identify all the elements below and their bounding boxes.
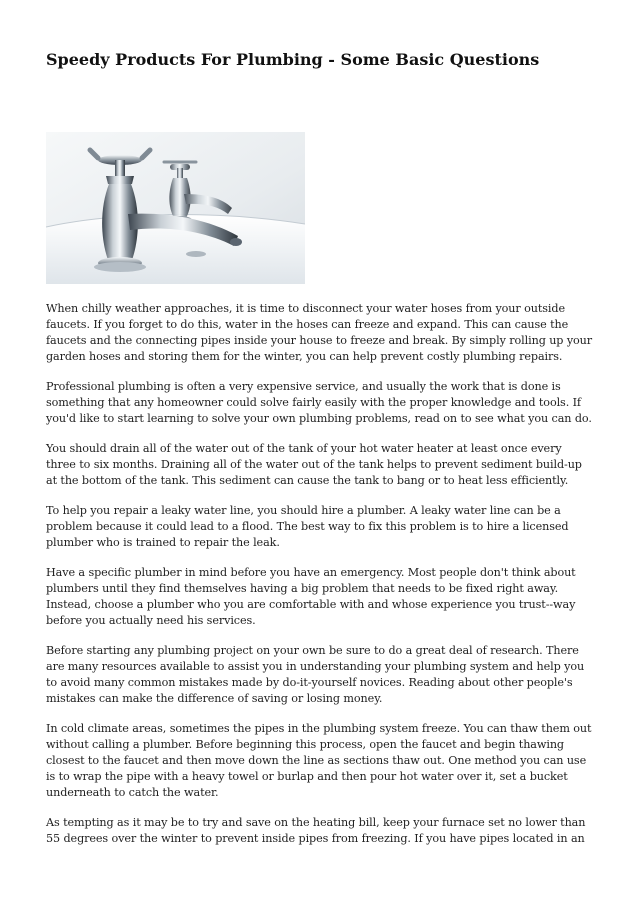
paragraph: To help you repair a leaky water line, you should hire a plumber. A leaky water line can be a problem because it could lead to a flood. The best way to fix this problem is to hire a licensed plumber who is trained to repair the leak. [46, 504, 569, 549]
article-body [46, 301, 594, 861]
chrome-faucets-icon [46, 132, 305, 284]
document-title: Speedy Products For Plumbing - Some Basic Questions [46, 50, 540, 69]
paragraph: When chilly weather approaches, it is time to disconnect your water hoses from your outside faucets. If you forget to do this, water in the hoses can freeze and expand. This can cause the faucets and the connecting pipes inside your house to freeze and break. By simply rolling up your garden hoses and storing them for the winter, you can help prevent costly plumbing repairs. [46, 302, 593, 363]
faucet-photo [46, 132, 305, 284]
paragraph: Have a specific plumber in mind before you have an emergency. Most people don't think about plumbers until they find themselves having a big problem that needs to be fixed right away. Instead, choose a plumber who you are comfortable with and whose experience you trust--way before you actually need his services. [46, 566, 576, 627]
paragraph: Professional plumbing is often a very expensive service, and usually the work that is done is something that any homeowner could solve fairly easily with the proper knowledge and tools. If you'd like to start learning to solve your own plumbing problems, read on to see what you can do. [46, 380, 592, 425]
paragraph: In cold climate areas, sometimes the pipes in the plumbing system freeze. You can thaw them out without calling a plumber. Before beginning this process, open the faucet and begin thawing closest to the faucet and then move down the line as sections thaw out. One method you can use is to wrap the pipe with a heavy towel or burlap and then pour hot water over it, set a bucket underneath to catch the water. [46, 722, 592, 799]
paragraph: As tempting as it may be to try and save on the heating bill, keep your furnace set no lower than 55 degrees over the winter to prevent inside pipes from freezing. If you have pipes located in an [46, 816, 586, 845]
paragraph: Before starting any plumbing project on your own be sure to do a great deal of research. There are many resources available to assist you in understanding your plumbing system and help you to avoid many common mistakes made by do-it-yourself novices. Reading about other people's mistakes can make the difference of saving or losing money. [46, 644, 585, 705]
paragraph: You should drain all of the water out of the tank of your hot water heater at least once every three to six months. Draining all of the water out of the tank helps to prevent sediment build-up at the bottom of the tank. This sediment can cause the tank to bang or to heat less efficiently. [46, 442, 582, 487]
